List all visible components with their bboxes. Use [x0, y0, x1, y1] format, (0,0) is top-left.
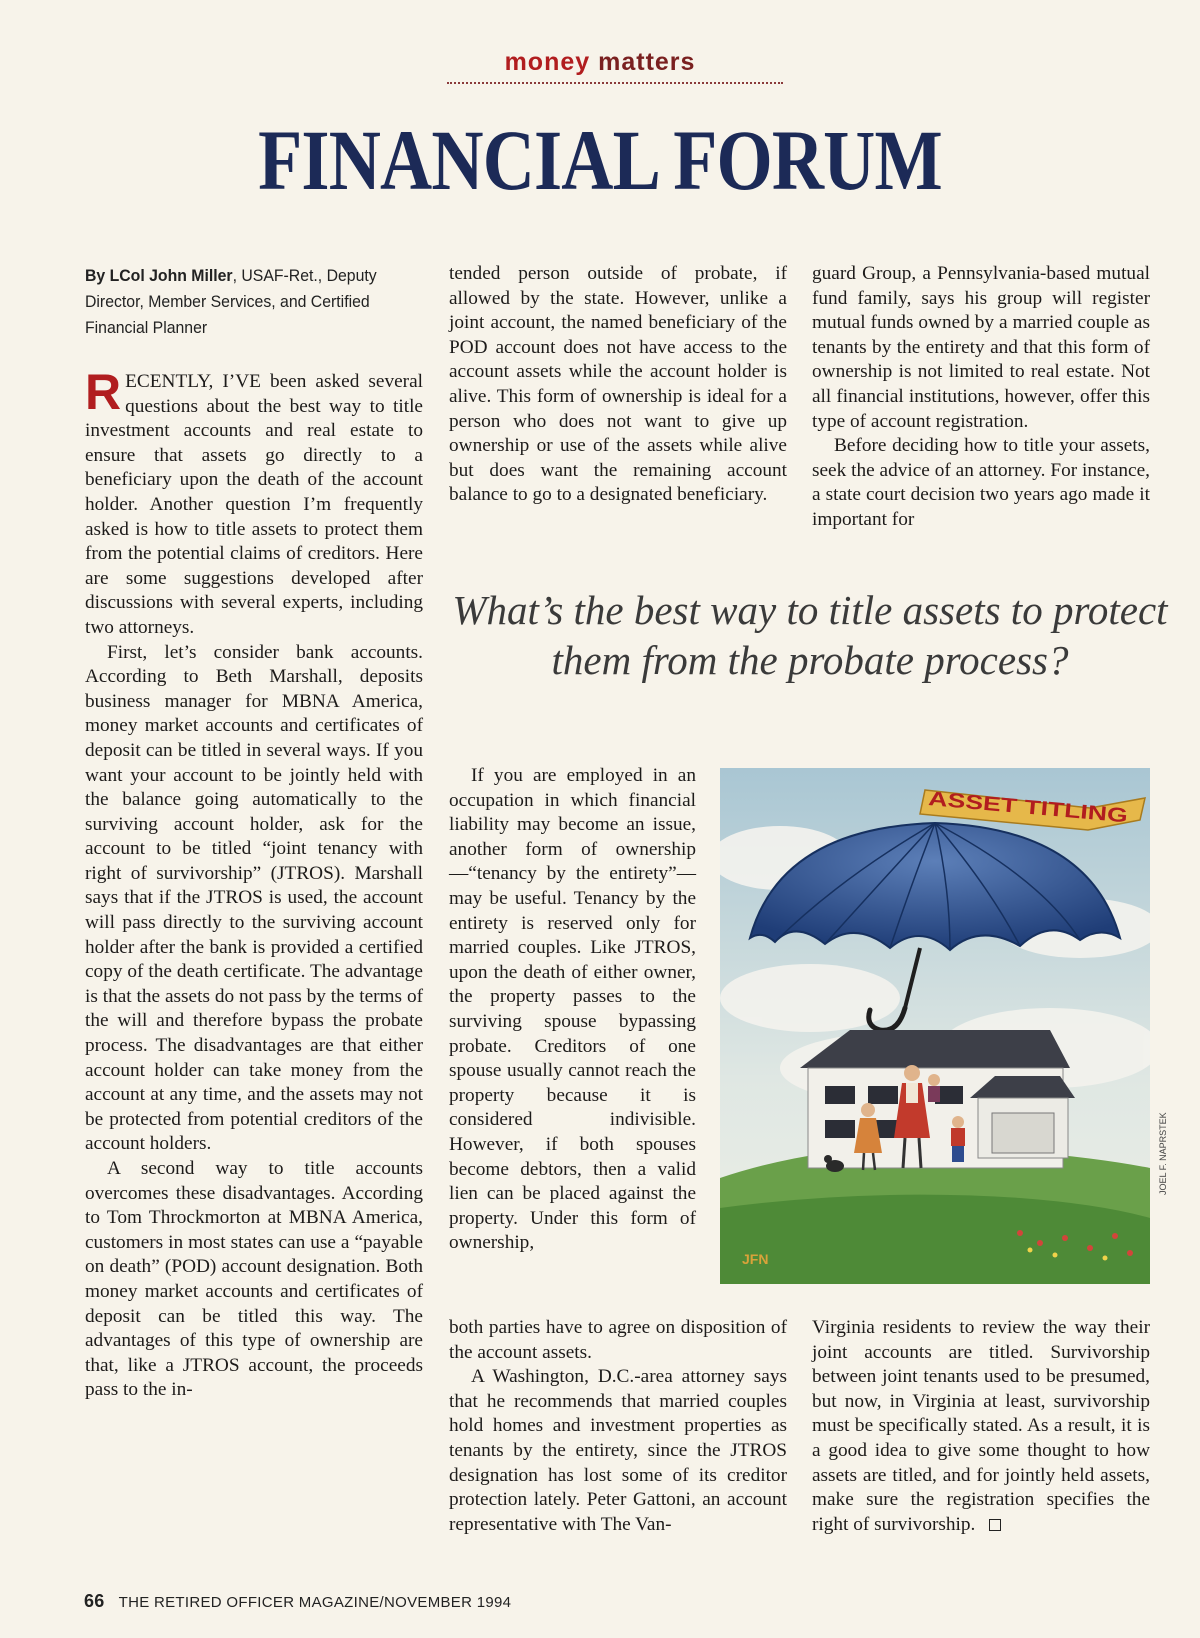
byline-details: , USAF-Ret., Deputy Director, Member Services, and Certified Financial Planner [85, 266, 377, 337]
article-paragraph: A second way to title accounts overcomes these disadvantages. According to Tom Throckmorton at MBNA America, customers in most states can use a “payable on death” (POD) account designation. Both money market accounts and certificates of deposit can be titled this way. The advantages of this type of ownership are that, like a JTROS account, the proceeds pass to the in- [85, 1158, 423, 1401]
kicker-word-money: money [504, 48, 591, 76]
asset-titling-illustration [720, 768, 1150, 1284]
article-paragraph: If you are employed in an occupation in which financial liability may become an issue, another form of ownership—“tenancy by the entirety”—may be useful. Tenancy by the entirety is reserved only for married couples. Like JTROS, upon the death of either owner, the property passes to the surviving spouse bypassing probate. Creditors of one spouse usually cannot reach the property because it is considered indivisible. However, if both spouses become debtors, then a valid lien can be placed against the property. Under this form of ownership, [449, 765, 696, 1254]
article-paragraph: Virginia residents to review the way their joint accounts are titled. Survivorship between joint tenants used to be presumed, but now, in Virginia at least, survivorship must be specifically stated. As a result, it is a good idea to give some thought to how assets are titled, and for jointly held assets, make sure the registration specifies the right of survivorship. [812, 1317, 1150, 1535]
article-column-2-top [449, 262, 787, 508]
byline [85, 263, 401, 341]
kicker-word-matters: matters [598, 48, 696, 76]
byline-author: By LCol John Miller [85, 266, 233, 285]
publication-line: THE RETIRED OFFICER MAGAZINE/NOVEMBER 1994 [118, 1594, 512, 1611]
article-paragraph: Before deciding how to title your assets, seek the advice of an attorney. For instance, a state court decision two years ago made it important for [812, 435, 1150, 530]
article-paragraph: both parties have to agree on disposition of the account assets. [449, 1317, 787, 1363]
kicker-dotted-rule [447, 82, 783, 84]
page-footer [84, 1591, 511, 1612]
page-number: 66 [84, 1591, 105, 1611]
article-paragraph: First, let’s consider bank accounts. According to Beth Marshall, deposits business manager for MBNA America, money market accounts and certificates of deposit can be titled in several ways. If you want your account to be jointly held with the balance going automatically to the surviving account holder, ask for the account to be titled “joint tenancy with right of survivorship” (JTROS). Marshall says that if the JTROS is used, the account will pass directly to the surviving account holder after the bank is provided a certified copy of the death certificate. The advantage is that the assets do not pass by the terms of the will and therefore bypass the probate process. The disadvantages are that either account holder can take money from the account at any time, and the assets may not be protected from potential creditors of the account holders. [85, 641, 423, 1155]
pull-quote: What’s the best way to title assets to protect them from the probate process? [452, 587, 1168, 683]
end-mark-icon [989, 1519, 1001, 1531]
artist-signature: JFN [742, 1251, 769, 1267]
photo-credit: JOEL F. NAPRSTEK [1158, 1112, 1168, 1195]
umbrella-house-illustration [720, 768, 1150, 1284]
article-paragraph: guard Group, a Pennsylvania-based mutual fund family, says his group will register mutual funds owned by a married couple as tenants by the entirety and that this form of ownership is not limited to real estate. Not all financial institutions, however, offer this type of account registration. [812, 263, 1150, 432]
page-title: FINANCIAL FORUM [258, 112, 942, 208]
drop-cap: R [85, 364, 122, 420]
section-kicker [0, 48, 1200, 77]
article-paragraph: tended person outside of probate, if allowed by the state. However, unlike a joint account, the named beneficiary of the POD account does not have access to the account assets while the account holder is alive. This form of ownership is ideal for a person who does not want to give up ownership or use of the assets while alive but does want the remaining account balance to go to a designated beneficiary. [449, 263, 787, 506]
banner-text: ASSET TITLING [927, 788, 1079, 824]
article-column-3-bottom [812, 1316, 1150, 1537]
article-column-2-narrow [449, 764, 696, 1256]
article-paragraph: A Washington, D.C.-area attorney says that he recommends that married couples hold homes and investment properties as tenants by the entirety, since the JTROS designation has lost some of its creditor protection lately. Peter Gattoni, an account representative with The Van- [449, 1366, 787, 1535]
article-paragraph: RECENTLY, I’VE been asked several questions about the best way to title investment accounts and real estate to ensure that assets go directly to a beneficiary upon the death of the account holder. Another question I’m frequently asked is how to title assets to protect them from the potential claims of creditors. Here are some suggestions developed after discussions with several experts, including two attorneys. [85, 364, 423, 638]
article-column-1 [85, 364, 423, 1403]
article-column-3-top [812, 262, 1150, 533]
article-column-2-bottom [449, 1316, 787, 1537]
